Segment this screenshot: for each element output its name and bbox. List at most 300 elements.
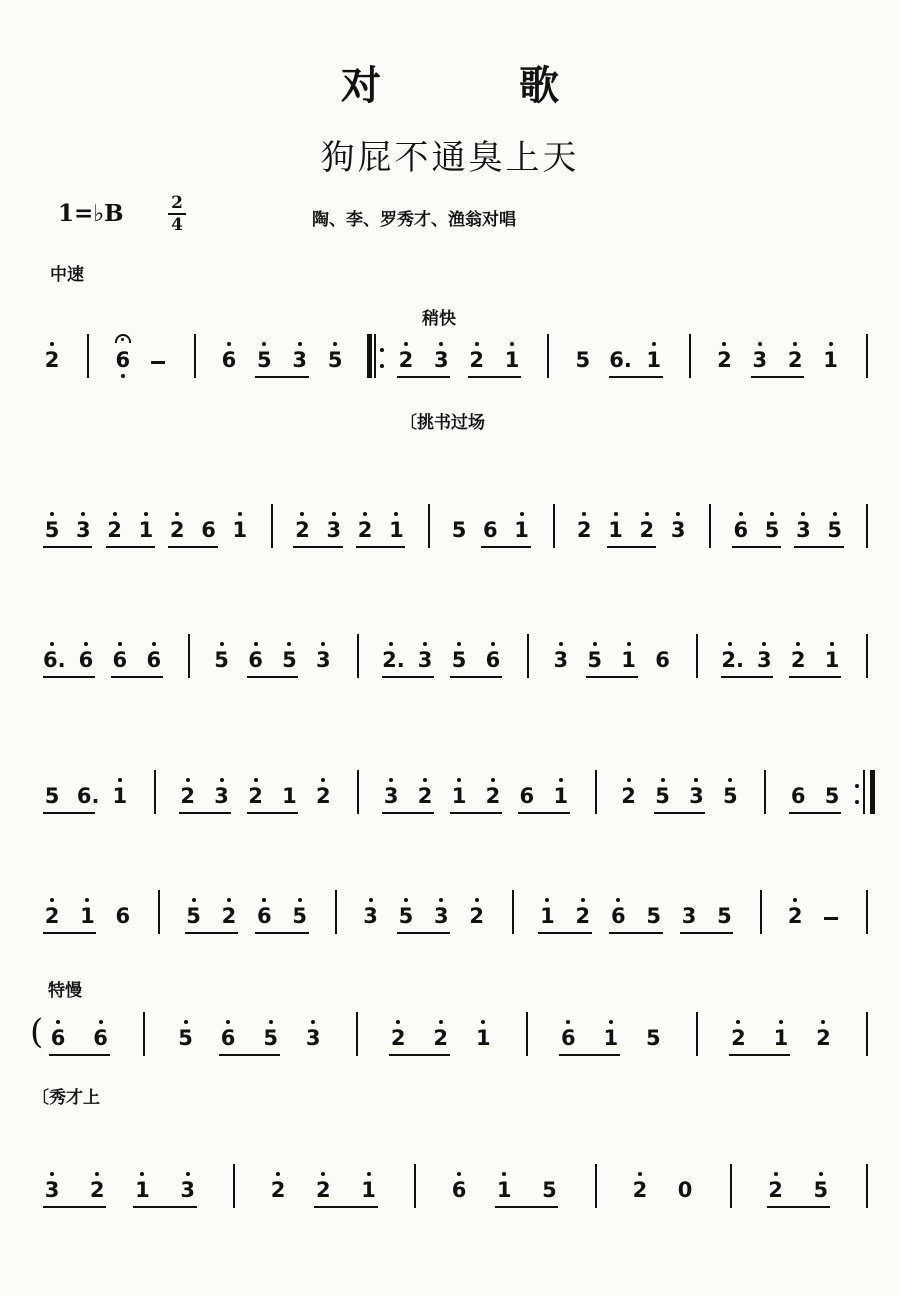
bar-line <box>696 1012 698 1056</box>
beam-underline <box>43 932 96 934</box>
octave-dot-high <box>333 342 337 346</box>
note: 1 <box>474 1026 492 1050</box>
note: 2 <box>314 1178 332 1202</box>
beam-underline <box>607 546 656 548</box>
octave-dot-high <box>404 898 408 902</box>
octave-dot-high <box>582 512 586 516</box>
octave-dot-high <box>332 512 336 516</box>
note: 6. <box>76 784 100 808</box>
note: 5 <box>824 784 840 808</box>
octave-dot-high <box>50 898 54 902</box>
octave-dot-high <box>300 512 304 516</box>
beam-underline <box>382 812 434 814</box>
beam-underline <box>168 546 217 548</box>
bar-line <box>87 334 89 378</box>
note: 3 <box>432 904 450 928</box>
note: 1 <box>503 348 521 372</box>
octave-dot-high <box>559 778 563 782</box>
note: 2 <box>397 348 415 372</box>
bar-line <box>233 1164 235 1208</box>
note: 6 <box>790 784 806 808</box>
staff-line-1 <box>0 320 900 400</box>
staff-line-6 <box>0 998 900 1078</box>
octave-dot-high <box>739 512 743 516</box>
note: 5 <box>255 348 273 372</box>
note: 2 <box>88 1178 106 1202</box>
note: 2 <box>574 904 592 928</box>
octave-dot-high <box>389 778 393 782</box>
staff-line-7 <box>0 1150 900 1230</box>
beam-underline <box>751 376 804 378</box>
octave-dot-high <box>520 512 524 516</box>
staff-line-4 <box>0 756 900 836</box>
note: 1 <box>538 904 556 928</box>
note: 1 <box>360 1178 378 1202</box>
beam-underline <box>247 676 299 678</box>
note: 2. <box>382 648 400 672</box>
beam-underline <box>185 932 238 934</box>
beam-underline <box>133 1206 196 1208</box>
note: 5 <box>43 518 61 542</box>
repeat-bar-thin <box>374 334 376 378</box>
octave-dot-high <box>321 642 325 646</box>
octave-dot-high <box>118 642 122 646</box>
octave-dot-high <box>85 898 89 902</box>
octave-dot-high <box>423 778 427 782</box>
octave-dot-high <box>609 1020 613 1024</box>
octave-dot-high <box>423 642 427 646</box>
octave-dot-high <box>829 342 833 346</box>
octave-dot-high <box>801 512 805 516</box>
octave-dot-high <box>50 512 54 516</box>
bar-line <box>357 634 359 678</box>
octave-dot-high <box>238 512 242 516</box>
repeat-dot <box>855 784 859 788</box>
beam-underline <box>789 812 841 814</box>
beam-underline <box>356 546 405 548</box>
note: 3 <box>362 904 380 928</box>
beam-underline <box>314 1206 377 1208</box>
octave-dot-high <box>227 898 231 902</box>
note: 2 <box>814 1026 832 1050</box>
note: 3 <box>382 784 400 808</box>
note: 2 <box>314 784 332 808</box>
octave-dot-high <box>722 342 726 346</box>
stage-direction-1: 〔挑书过场 <box>400 413 485 433</box>
beam-underline <box>721 676 773 678</box>
note: 3 <box>669 518 687 542</box>
sustain-dash <box>824 917 838 920</box>
octave-dot-high <box>830 642 834 646</box>
octave-dot-high <box>728 642 732 646</box>
octave-dot-high <box>186 1172 190 1176</box>
note: 2 <box>484 784 502 808</box>
note: 5 <box>262 1026 280 1050</box>
song-title: 对 歌 <box>341 63 621 109</box>
note: 5 <box>44 784 60 808</box>
beam-underline <box>495 1206 558 1208</box>
note: 1 <box>387 518 405 542</box>
fermata <box>115 334 131 343</box>
octave-dot-high <box>321 1172 325 1176</box>
beam-underline <box>389 1054 450 1056</box>
beam-underline <box>654 812 706 814</box>
time-signature-top: 2 <box>171 193 183 213</box>
octave-dot-high <box>475 342 479 346</box>
bar-line <box>760 890 762 934</box>
beam-underline <box>111 676 163 678</box>
beam-underline <box>789 676 841 678</box>
bar-line <box>730 1164 732 1208</box>
octave-dot-high <box>50 1172 54 1176</box>
note: 3 <box>681 904 697 928</box>
octave-dot-high <box>439 342 443 346</box>
note: 6 <box>484 648 502 672</box>
note: 5 <box>326 348 344 372</box>
bar-line <box>512 890 514 934</box>
beam-underline <box>382 676 434 678</box>
octave-dot-high <box>481 1020 485 1024</box>
repeat-dot <box>380 364 384 368</box>
note: 3 <box>552 648 570 672</box>
note: 6. <box>43 648 61 672</box>
note: 2 <box>168 518 186 542</box>
octave-dot-high <box>99 1020 103 1024</box>
note: 3 <box>179 1178 197 1202</box>
song-subtitle: 狗屁不通臭上天 <box>320 138 580 178</box>
bar-line <box>154 770 156 814</box>
bar-line <box>547 334 549 378</box>
octave-dot-high <box>404 342 408 346</box>
note: 6 <box>220 348 238 372</box>
note: 6 <box>559 1026 577 1050</box>
octave-dot-high <box>638 1172 642 1176</box>
note: 2 <box>293 518 311 542</box>
octave-dot-high <box>694 778 698 782</box>
note: 2. <box>721 648 739 672</box>
tempo-very-slow: 特慢 <box>48 981 82 1001</box>
note: 2 <box>786 348 804 372</box>
note: 2 <box>620 784 638 808</box>
bar-line <box>696 634 698 678</box>
bar-line <box>428 504 430 548</box>
note: 2 <box>179 784 197 808</box>
note: 5 <box>450 648 468 672</box>
beam-underline <box>219 1054 280 1056</box>
bar-line <box>595 1164 597 1208</box>
octave-dot-high <box>298 342 302 346</box>
octave-dot-high <box>220 778 224 782</box>
bar-line <box>866 634 868 678</box>
beam-underline <box>586 676 638 678</box>
note: 2 <box>638 518 656 542</box>
beam-underline <box>609 932 662 934</box>
octave-dot-high <box>793 898 797 902</box>
bar-line <box>866 334 868 378</box>
note: 6 <box>77 648 95 672</box>
note: 3 <box>74 518 92 542</box>
note: 1 <box>450 784 468 808</box>
octave-dot-high <box>254 642 258 646</box>
octave-dot-high <box>50 642 54 646</box>
octave-dot-high <box>728 778 732 782</box>
note: 3 <box>325 518 343 542</box>
beam-underline <box>397 376 450 378</box>
repeat-dot <box>380 348 384 352</box>
time-signature <box>166 194 188 234</box>
octave-dot-high <box>736 1020 740 1024</box>
bar-line <box>527 634 529 678</box>
note: 6 <box>145 648 163 672</box>
key-signature: 1=♭B <box>58 200 124 227</box>
octave-dot-high <box>262 342 266 346</box>
beam-underline <box>397 932 450 934</box>
note: 1 <box>111 784 129 808</box>
bar-line <box>709 504 711 548</box>
note: 3 <box>416 648 434 672</box>
octave-dot-high <box>363 512 367 516</box>
bar-line <box>271 504 273 548</box>
octave-dot-high <box>144 512 148 516</box>
octave-dot-high <box>175 512 179 516</box>
note: 2 <box>631 1178 649 1202</box>
beam-underline <box>49 1054 110 1056</box>
note: 2 <box>729 1026 747 1050</box>
tempo-faster: 稍快 <box>422 309 456 329</box>
time-signature-bottom: 4 <box>171 215 183 235</box>
note: 2 <box>468 904 486 928</box>
octave-dot-high <box>439 1020 443 1024</box>
note: 6 <box>609 904 627 928</box>
octave-dot-high <box>616 898 620 902</box>
octave-dot-high <box>614 512 618 516</box>
note: 1 <box>513 518 531 542</box>
octave-dot-high <box>394 512 398 516</box>
note: 2 <box>356 518 374 542</box>
octave-dot-high <box>510 342 514 346</box>
note: 5 <box>721 784 739 808</box>
staff-line-5 <box>0 876 900 956</box>
note: 2 <box>468 348 486 372</box>
octave-dot-high <box>276 1172 280 1176</box>
note: 6 <box>255 904 273 928</box>
note: 2 <box>247 784 265 808</box>
octave-dot-high <box>269 1020 273 1024</box>
octave-dot-high <box>502 1172 506 1176</box>
octave-dot-high <box>627 642 631 646</box>
note: 6 <box>111 648 129 672</box>
beam-underline <box>43 676 95 678</box>
stage-direction-2: 〔秀才上 <box>32 1088 100 1108</box>
beam-underline <box>609 376 662 378</box>
note: 2 <box>43 904 61 928</box>
beam-underline <box>767 1206 830 1208</box>
octave-dot-high <box>118 778 122 782</box>
octave-dot-high <box>81 512 85 516</box>
bar-line <box>595 770 597 814</box>
octave-dot-high <box>226 1020 230 1024</box>
octave-dot-high <box>369 898 373 902</box>
octave-dot-high <box>389 642 393 646</box>
octave-dot-high <box>559 642 563 646</box>
note: 2 <box>786 904 804 928</box>
note: 1 <box>78 904 96 928</box>
note: 5 <box>575 348 591 372</box>
note: 5 <box>763 518 781 542</box>
note: 5 <box>397 904 415 928</box>
note: 5 <box>826 518 844 542</box>
note: 6 <box>115 904 131 928</box>
octave-dot-high <box>661 778 665 782</box>
note: 5 <box>812 1178 830 1202</box>
octave-dot-high <box>770 512 774 516</box>
note: 6 <box>201 518 216 542</box>
note: 5 <box>654 784 672 808</box>
note: 3 <box>314 648 332 672</box>
octave-dot-low <box>121 374 125 378</box>
octave-dot-high <box>833 512 837 516</box>
beam-underline <box>450 676 502 678</box>
octave-dot-high <box>311 1020 315 1024</box>
octave-dot-high <box>652 342 656 346</box>
octave-dot-high <box>821 1020 825 1024</box>
beam-underline <box>732 546 781 548</box>
bar-line <box>689 334 691 378</box>
octave-dot-high <box>152 642 156 646</box>
octave-dot-high <box>676 512 680 516</box>
beam-underline <box>468 376 521 378</box>
beam-underline <box>255 376 308 378</box>
note: 2 <box>789 648 807 672</box>
note: 3 <box>432 348 450 372</box>
note: 3 <box>291 348 309 372</box>
octave-dot-high <box>793 342 797 346</box>
beam-underline <box>255 932 308 934</box>
beam-underline <box>43 812 95 814</box>
bar-line <box>764 770 766 814</box>
note: 5 <box>717 904 732 928</box>
octave-dot-high <box>192 898 196 902</box>
beam-underline <box>729 1054 790 1056</box>
note: 5 <box>646 1026 661 1050</box>
octave-dot-high <box>758 342 762 346</box>
octave-dot-high <box>227 342 231 346</box>
note: 1 <box>822 348 840 372</box>
bar-line <box>194 334 196 378</box>
beam-underline <box>247 812 299 814</box>
note: 6 <box>655 648 670 672</box>
note: 1 <box>282 784 297 808</box>
note: 6 <box>732 518 750 542</box>
octave-dot-high <box>184 1020 188 1024</box>
singers-note: 陶、李、罗秀才、渔翁对唱 <box>312 210 516 230</box>
octave-dot-high <box>457 1172 461 1176</box>
note: 6 <box>482 518 498 542</box>
note: 2 <box>767 1178 785 1202</box>
note: 1 <box>772 1026 790 1050</box>
note: 1 <box>133 1178 151 1202</box>
octave-dot-high <box>396 1020 400 1024</box>
bar-line <box>188 634 190 678</box>
note: 2 <box>269 1178 287 1202</box>
octave-dot-high <box>220 642 224 646</box>
octave-dot-high <box>457 778 461 782</box>
octave-dot-high <box>774 1172 778 1176</box>
beam-underline <box>481 546 530 548</box>
octave-dot-high <box>298 898 302 902</box>
bar-line <box>357 770 359 814</box>
octave-dot-high <box>439 898 443 902</box>
note: 1 <box>620 648 638 672</box>
note: 6 <box>450 1178 468 1202</box>
note: 1 <box>823 648 841 672</box>
note: 1 <box>231 518 249 542</box>
repeat-bar <box>870 770 875 814</box>
octave-dot-high <box>566 1020 570 1024</box>
octave-dot-high <box>262 898 266 902</box>
note: 2 <box>715 348 733 372</box>
beam-underline <box>43 546 92 548</box>
beam-underline <box>293 546 342 548</box>
beam-underline <box>179 812 231 814</box>
bar-line <box>414 1164 416 1208</box>
note: 6. <box>609 348 632 372</box>
bar-line <box>158 890 160 934</box>
note: 5 <box>291 904 309 928</box>
octave-dot-high <box>491 778 495 782</box>
beam-underline <box>518 812 570 814</box>
beam-underline <box>450 812 502 814</box>
note: 2 <box>432 1026 450 1050</box>
octave-dot-high <box>140 1172 144 1176</box>
note: 2 <box>389 1026 407 1050</box>
note: 6 <box>519 784 535 808</box>
repeat-bar <box>367 334 372 378</box>
octave-dot-high <box>491 642 495 646</box>
octave-dot-high <box>287 642 291 646</box>
bar-line <box>526 1012 528 1056</box>
octave-dot-high <box>113 512 117 516</box>
note: 5 <box>185 904 203 928</box>
note: 3 <box>687 784 705 808</box>
note: 6 <box>247 648 265 672</box>
bar-line <box>866 1164 868 1208</box>
octave-dot-high <box>645 512 649 516</box>
octave-dot-high <box>475 898 479 902</box>
note: 5 <box>542 1178 557 1202</box>
beam-underline <box>794 546 843 548</box>
sustain-dash <box>151 361 165 364</box>
phrase-bracket: ( <box>30 1012 44 1052</box>
note: 1 <box>495 1178 513 1202</box>
beam-underline <box>680 932 733 934</box>
note: 5 <box>177 1026 195 1050</box>
note: 3 <box>213 784 231 808</box>
bar-line <box>553 504 555 548</box>
bar-line <box>356 1012 358 1056</box>
note: 6 <box>114 348 132 372</box>
octave-dot-high <box>779 1020 783 1024</box>
beam-underline <box>106 546 155 548</box>
note: 5 <box>280 648 298 672</box>
note: 6 <box>49 1026 67 1050</box>
note: 2 <box>220 904 238 928</box>
bar-line <box>866 890 868 934</box>
note: 3 <box>43 1178 61 1202</box>
note: 6 <box>92 1026 110 1050</box>
note: 3 <box>755 648 773 672</box>
beam-underline <box>559 1054 620 1056</box>
